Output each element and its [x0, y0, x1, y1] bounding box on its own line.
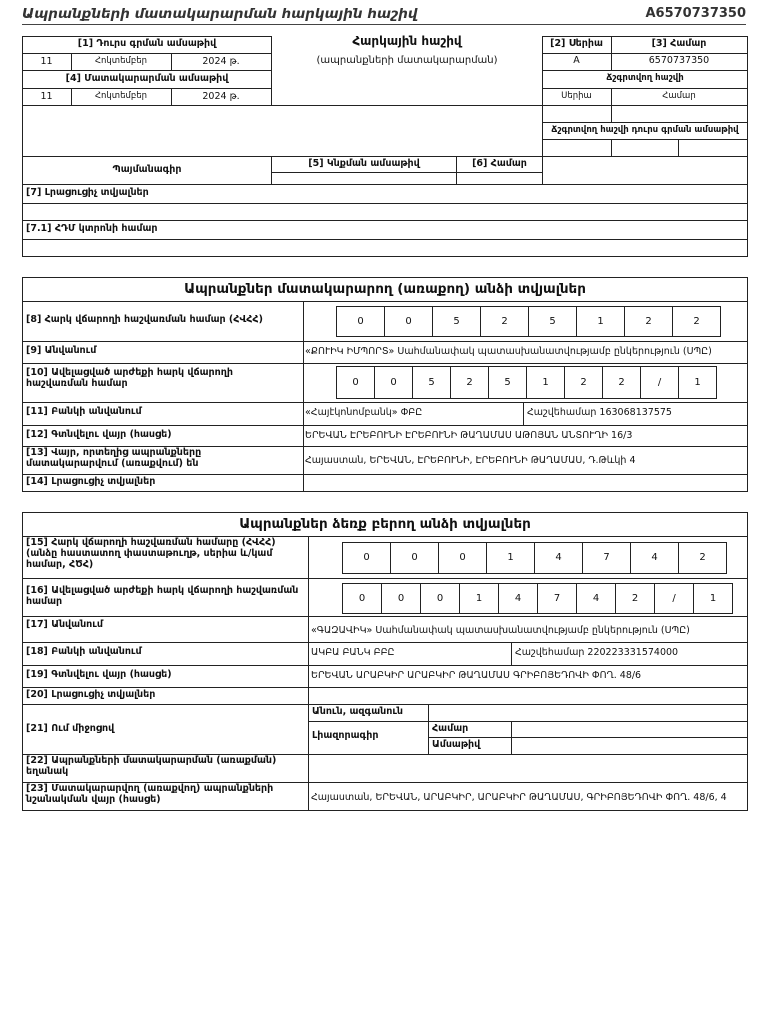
buyer-tin-digit-box: 0 [390, 542, 439, 574]
invoice-title: Հարկային հաշիվ [352, 34, 462, 48]
buyer-tin-digit-box: 7 [582, 542, 631, 574]
supplier-tin-digit-box: 2 [672, 306, 721, 337]
supply-month: Հոկտեմբեր [94, 91, 148, 101]
supplier-vat-digit-box: 2 [450, 366, 489, 399]
delivery-method-label: [22] Ապրանքների մատակարարման (առաքման) եղանակ [26, 755, 277, 777]
supplier-vat-digit-box: 0 [336, 366, 375, 399]
buyer-vat-label: [16] Ավելացված արժեքի հարկ վճարողի հաշվառման համար [26, 585, 299, 607]
supplier-tin-digit-box: 2 [624, 306, 673, 337]
supplier-name: «ՔՈՒԻԿ ԻՄՊՈՐՏ» Սահմանափակ պատասխանատվությամբ ընկերություն (ՍՊԸ) [305, 346, 712, 357]
buyer-vat-digit-box: 4 [576, 583, 616, 614]
supplier-vat-digit-box: 2 [602, 366, 641, 399]
corrected-invoice-label: Ճշգրտվող հաշվի [606, 73, 684, 83]
buyer-bank-label: [18] Բանկի անվանում [26, 646, 142, 657]
supplier-vat-label: [10] Ավելացված արժեքի հարկ վճարողի հաշվառման համար [26, 367, 233, 389]
buyer-name: «ԳԱԶԱՎԻԿ» Սահմանափակ պատասխանատվությամբ ընկերություն (ՍՊԸ) [311, 625, 690, 636]
corrected-serial-label: Սերիա [561, 91, 592, 101]
supplier-ship-from: Հայաստան, ԵՐԵՎԱՆ, ԷՐԵԲՈՒՆԻ, ԷՐԵԲՈՒՆԻ ԹԱՂԱՄԱՍ, Դ.Թևկի 4 [305, 455, 636, 466]
buyer-vat-digit-box: 1 [459, 583, 499, 614]
supply-day: 11 [40, 91, 53, 102]
number-label: [3] Համար [651, 38, 707, 49]
additional-data-label: [7] Լրացուցիչ տվյալներ [26, 187, 149, 198]
buyer-vat-digit-box: 0 [342, 583, 382, 614]
contract-label: Պայմանագիր [112, 164, 182, 175]
poa-date-label: Ամսաթիվ [432, 739, 481, 750]
supplier-tin-digit-box: 0 [336, 306, 385, 337]
buyer-name-label: [17] Անվանում [26, 619, 103, 630]
poa-number-label: Համար [432, 723, 469, 734]
invoice-subtitle: (ապրանքների մատակարարման) [316, 55, 498, 66]
through-whom-label: [21] Ում միջոցով [26, 723, 115, 734]
supplier-tin-digit-box: 2 [480, 306, 529, 337]
supplier-tin-label: [8] Հարկ վճարողի հաշվառման համար (ՀՎՀՀ) [26, 314, 263, 325]
destination-value: Հայաստան, ԵՐԵՎԱՆ, ԱՐԱԲԿԻՐ, ԱՐԱԲԿԻՐ ԹԱՂԱՄԱՍ, ԳՐԻԲՈՅԵԴՈՎԻ ՓՈՂ. 48/6, 4 [311, 792, 727, 803]
contract-number-label: [6] Համար [472, 158, 527, 169]
serial-value: A [573, 55, 580, 66]
issue-month: Հոկտեմբեր [94, 56, 148, 66]
buyer-extra-label: [20] Լրացուցիչ տվյալներ [26, 689, 156, 700]
supply-date-label: [4] Մատակարարման ամսաթիվ [65, 73, 229, 84]
issue-year: 2024 թ. [202, 56, 240, 67]
supplier-section-title: Ապրանքներ մատակարարող (առաքող) անձի տվյալներ [184, 281, 586, 297]
supplier-address: ԵՐԵՎԱՆ ԷՐԵԲՈՒՆԻ ԷՐԵԲՈՒՆԻ ԹԱՂԱՄԱՍ ԱԹՈՅԱՆ ԱՆՏՈՒՂԻ 16/3 [305, 430, 633, 441]
supplier-vat-digit-box: 5 [412, 366, 451, 399]
buyer-tin-digit-box: 0 [438, 542, 487, 574]
supplier-account: Հաշվեհամար 163068137575 [527, 407, 672, 418]
supplier-vat-digit-box: 0 [374, 366, 413, 399]
buyer-account: Հաշվեհամար 220223331574000 [515, 647, 679, 658]
supplier-tin-digit-box: 1 [576, 306, 625, 337]
serial-label: [2] Սերիա [550, 38, 603, 49]
buyer-tin-label: [15] Հարկ վճարողի հաշվառման համարը (ՀՎՀՀ) (անձը հաստատող փաստաթուղթ, սերիա և/կամ համար, ՀԾՀ) [26, 537, 276, 570]
buyer-bank: ԱԿԲԱ ԲԱՆԿ ԲԲԸ [311, 647, 395, 658]
corrected-number-label: Համար [662, 91, 696, 101]
corrected-date-label: Ճշգրտվող հաշվի դուրս գրման ամսաթիվ [551, 125, 739, 135]
buyer-address-label: [19] Գտնվելու վայր (հասցե) [26, 669, 172, 680]
buyer-vat-digit-box: 0 [420, 583, 460, 614]
destination-label: [23] Մատակարարվող (առաքվող) ապրանքների նշանակման վայր (հասցե) [26, 783, 274, 805]
document-number: A6570737350 [645, 6, 746, 21]
document-title: Ապրանքների մատակարարման հարկային հաշիվ [22, 6, 418, 22]
supplier-bank-label: [11] Բանկի անվանում [26, 406, 142, 417]
buyer-tin-digit-box: 2 [678, 542, 727, 574]
supplier-tin-digit-box: 5 [528, 306, 577, 337]
supplier-extra-label: [14] Լրացուցիչ տվյալներ [26, 476, 156, 487]
issue-date-label: [1] Դուրս գրման ամսաթիվ [77, 38, 217, 49]
issue-day: 11 [40, 56, 53, 67]
buyer-section-title: Ապրանքներ ձեռք բերող անձի տվյալներ [239, 516, 531, 532]
full-name-label: Անուն, ազգանուն [312, 706, 404, 717]
supplier-vat-digit-box: 5 [488, 366, 527, 399]
supplier-tin-digit-box: 0 [384, 306, 433, 337]
supplier-vat-digit-box: 1 [526, 366, 565, 399]
buyer-tin-digit-box: 4 [534, 542, 583, 574]
supplier-vat-digit-box: 1 [678, 366, 717, 399]
supplier-name-label: [9] Անվանում [26, 345, 97, 356]
document-header [22, 4, 746, 25]
buyer-address: ԵՐԵՎԱՆ ԱՐԱԲԿԻՐ ԱՐԱԲԿԻՐ ԹԱՂԱՄԱՍ ԳՐԻԲՈՅԵԴՈՎԻ ՓՈՂ. 48/6 [311, 670, 642, 681]
buyer-vat-digit-box: 1 [693, 583, 733, 614]
supply-year: 2024 թ. [202, 91, 240, 102]
fiscal-receipt-label: [7.1] ՀԴՄ կտրոնի համար [26, 223, 158, 234]
buyer-vat-digit-box: 2 [615, 583, 655, 614]
power-of-attorney-label: Լիազորագիր [312, 730, 379, 741]
buyer-vat-digit-box: 0 [381, 583, 421, 614]
supplier-address-label: [12] Գտնվելու վայր (հասցե) [26, 429, 172, 440]
number-value: 6570737350 [648, 55, 710, 66]
supplier-bank: «Հայէկոնոմբանկ» ՓԲԸ [305, 407, 423, 418]
buyer-vat-digit-box: 4 [498, 583, 538, 614]
buyer-tin-digit-box: 4 [630, 542, 679, 574]
buyer-tin-digit-box: 0 [342, 542, 391, 574]
supplier-tin-digit-box: 5 [432, 306, 481, 337]
buyer-tin-digit-box: 1 [486, 542, 535, 574]
supplier-vat-digit-box: 2 [564, 366, 603, 399]
buyer-vat-digit-box: 7 [537, 583, 577, 614]
buyer-vat-digit-box: / [654, 583, 694, 614]
supplier-vat-digit-box: / [640, 366, 679, 399]
contract-date-label: [5] Կնքման ամսաթիվ [308, 158, 420, 169]
supplier-ship-from-label: [13] Վայր, որտեղից ապրանքները մատակարարվում (առաքվում) են [26, 447, 202, 469]
